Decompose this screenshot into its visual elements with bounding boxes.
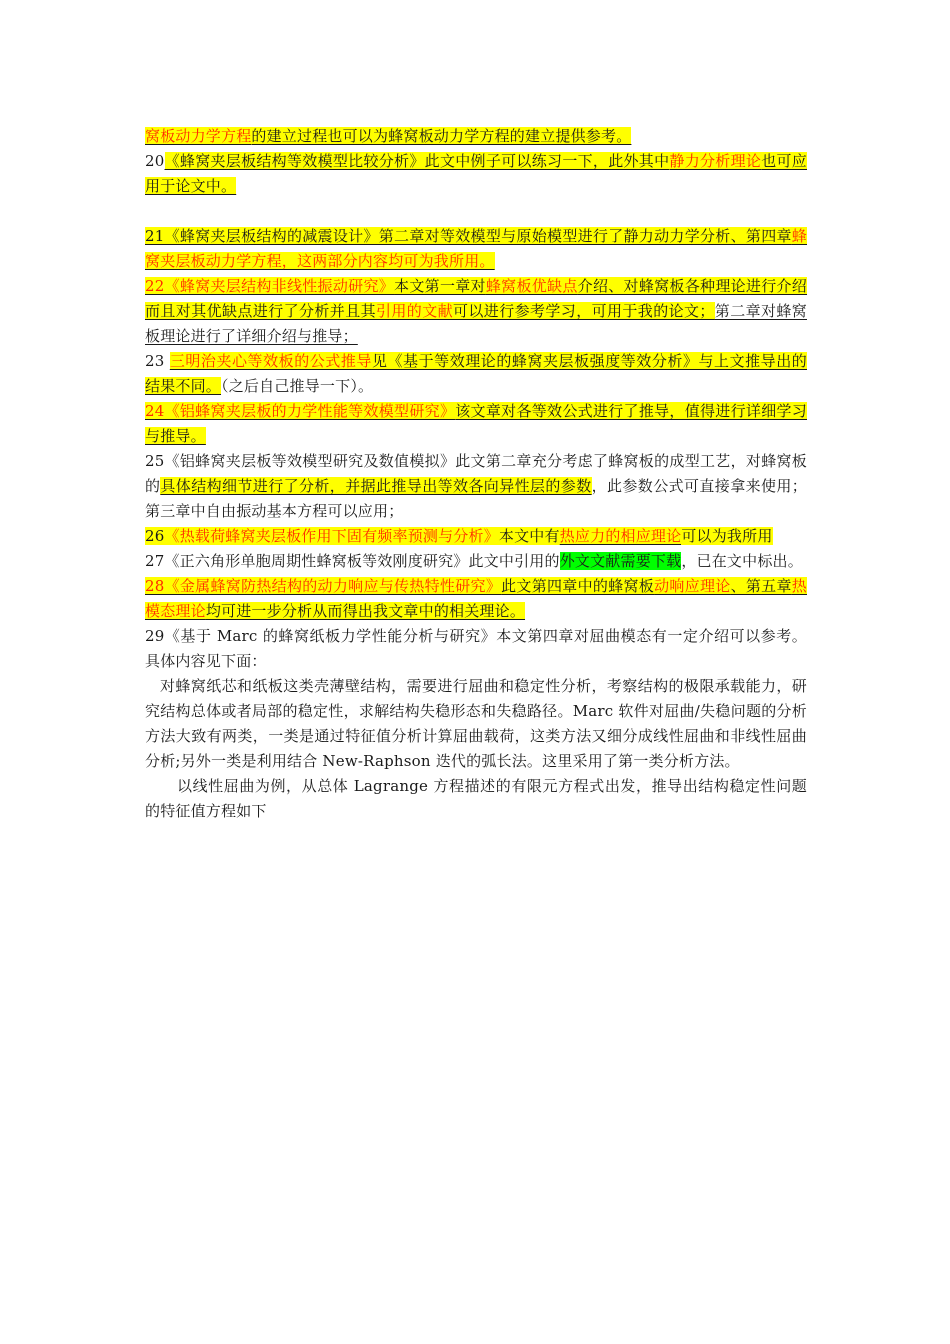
highlighted-text: 蜂窝夹层板动力学方程，这两部分内容均可为我所用。 (145, 227, 807, 270)
text-segment: 20 (145, 152, 165, 170)
highlighted-text: 介绍、对蜂窝板各种理论进行介绍而且对其优缺点进行了分析并且其 (145, 277, 808, 320)
highlighted-text: 静力分析理论 (669, 152, 762, 170)
highlighted-text: 蜂窝板优缺点 (485, 277, 578, 295)
highlighted-text-green: 外文文献需要下载 (559, 552, 682, 570)
highlighted-text: 22《蜂窝夹层结构非线性振动研究》 (145, 277, 395, 295)
highlighted-text: 28《金属蜂窝防热结构的动力响应与传热特性研究》 (145, 577, 502, 595)
highlighted-text: 本文中有 (498, 527, 560, 545)
text-segment: 27《正六角形单胞周期性蜂窝板等效刚度研究》此文中引用的 (145, 552, 560, 570)
document-body (145, 124, 807, 824)
highlighted-text: 引用的文献 (376, 302, 453, 320)
paragraph (145, 449, 807, 524)
paragraph (145, 774, 807, 824)
highlighted-text: 24《铝蜂窝夹层板的力学性能等效模型研究》 (145, 402, 456, 420)
paragraph (145, 674, 807, 774)
highlighted-text: 《蜂窝夹层板结构等效模型比较分析》此文中例子可以练习一下，此外其中 (164, 152, 670, 170)
text-segment: 25《铝蜂窝夹层板等效模型研究及数值模拟》此文第二章充分考虑了蜂窝板的成型工艺，对蜂窝板的 (145, 452, 807, 495)
paragraph (145, 224, 807, 274)
highlighted-text: 具体结构细节进行了分析，并据此推导出等效各向异性层的参数 (160, 477, 592, 495)
highlighted-text: 此文第四章中的蜂窝板 (501, 577, 655, 595)
highlighted-text: 见《基于等效理论的蜂窝夹层板强度等效分析》与上文推导出的结果不同。 (145, 352, 807, 395)
highlighted-text: 也可应用于论文中。 (145, 152, 807, 195)
highlighted-text: 三明治夹心等效板的公式推导 (169, 352, 372, 370)
highlighted-text: 热应力的相应理论 (559, 527, 682, 545)
highlighted-text: 26 (145, 527, 165, 545)
paragraph (145, 524, 807, 549)
highlighted-text: 可以进行参考学习，可用于我的论文； (453, 302, 715, 320)
text-segment: 第二章对蜂窝板理论进行了详细介绍与推导； (145, 302, 807, 345)
text-segment: 29《基于 Marc 的蜂窝纸板力学性能分析与研究》本文第四章对屈曲模态有一定介绍可以参考。具体内容见下面： (145, 627, 807, 670)
highlighted-text: 动响应理论 (654, 577, 731, 595)
highlighted-text: 的建立过程也可以为蜂窝板动力学方程的建立提供参考。 (251, 127, 632, 145)
text-segment: 对蜂窝纸芯和纸板这类壳薄壁结构，需要进行屈曲和稳定性分析，考察结构的极限承载能力，研究结构总体或者局部的稳定性，求解结构失稳形态和失稳路径。Marc 软件对屈曲/失稳问题的分析方法大致有两类，一类是通过特征值分析计算屈曲载荷，这类方法又细分成线性屈曲和非线性屈曲分析;另外一类是利用结合 New-Raphson 迭代的弧长法。这里采用了第一类分析方法。 (145, 677, 807, 770)
highlighted-text: 均可进一步分析从而得出我文章中的相关理论。 (205, 602, 526, 620)
highlighted-text: 热模态理论 (145, 577, 807, 620)
highlighted-text: 可以为我所用 (681, 527, 773, 545)
highlighted-text: 21《蜂窝夹层板结构的减震设计》第二章对等效模型与原始模型进行了静力动力学分析、第四章 (145, 227, 792, 245)
highlighted-text: 本文第一章对 (394, 277, 486, 295)
paragraph (145, 274, 807, 349)
highlighted-text: 、第五章 (730, 577, 792, 595)
highlighted-text: 该文章对各等效公式进行了推导，值得进行详细学习与推导。 (145, 402, 807, 445)
paragraph (145, 149, 807, 199)
paragraph (145, 624, 807, 674)
paragraph (145, 549, 807, 574)
text-segment: ，已在文中标出。 (681, 552, 803, 570)
paragraph (145, 574, 807, 624)
text-segment: 以线性屈曲为例，从总体 Lagrange 方程描述的有限元方程式出发，推导出结构稳定性问题的特征值方程如下 (145, 777, 807, 820)
highlighted-text: 《热载荷蜂窝夹层板作用下固有频率预测与分析》 (164, 527, 499, 545)
blank-line (145, 199, 807, 224)
text-segment: ，此参数公式可直接拿来使用；第三章中自由振动基本方程可以应用； (145, 477, 807, 520)
paragraph (145, 399, 807, 449)
highlighted-text: 窝板动力学方程 (145, 127, 252, 145)
text-segment: （之后自己推导一下）。 (221, 377, 374, 395)
paragraph (145, 349, 807, 399)
paragraph (145, 124, 807, 149)
text-segment: 23 (145, 352, 170, 370)
